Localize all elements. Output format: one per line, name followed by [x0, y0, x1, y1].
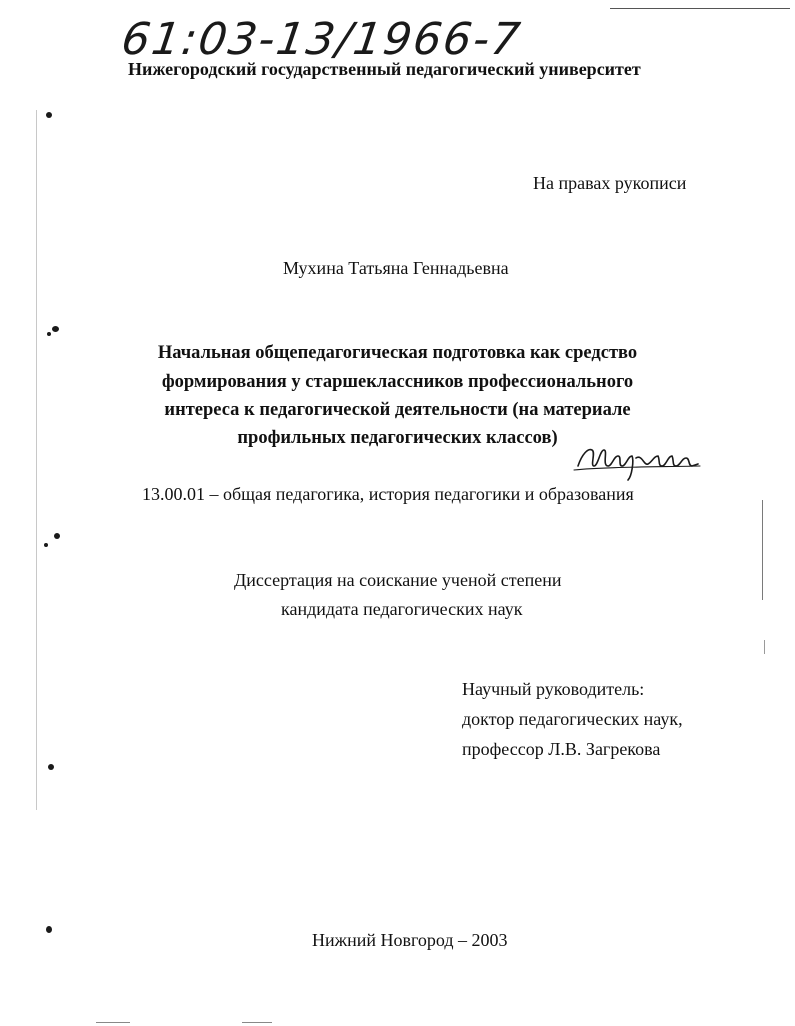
city-year: Нижний Новгород – 2003: [312, 930, 508, 950]
punch-dot: [46, 926, 52, 933]
title-line: формирования у старшеклассников профессионального: [161, 372, 634, 392]
punch-dot: [52, 326, 59, 332]
author-name: Мухина Татьяна Геннадьевна: [283, 258, 509, 278]
scan-bottom-mark-2: [242, 1022, 272, 1023]
scan-right-tick: [764, 640, 765, 654]
title-line: профильных педагогических классов): [237, 428, 558, 448]
punch-dot: [46, 112, 52, 118]
rights-notice: На правах рукописи: [533, 173, 687, 193]
dissertation-type-line1: Диссертация на соискание ученой степени: [234, 570, 562, 590]
punch-dot: [47, 332, 51, 336]
advisor-degree: доктор педагогических наук,: [462, 709, 683, 729]
specialty-code: 13.00.01 – общая педагогика, история педагогики и образования: [142, 484, 634, 504]
advisor-name: профессор Л.В. Загрекова: [462, 739, 661, 759]
dissertation-type-line2: кандидата педагогических наук: [281, 599, 523, 619]
author-signature: [572, 436, 702, 482]
title-line: интереса к педагогической деятельности (на материале: [164, 400, 631, 420]
scan-bottom-mark-1: [96, 1022, 130, 1023]
advisor-label: Научный руководитель:: [462, 679, 645, 699]
university-name: Нижегородский государственный педагогический университет: [128, 59, 641, 79]
punch-dot: [48, 764, 54, 770]
scan-left-border: [36, 110, 37, 810]
catalog-number: 61:03-13/1966-7: [118, 14, 525, 65]
punch-dot: [54, 533, 60, 539]
title-line: Начальная общепедагогическая подготовка как средство: [157, 343, 638, 363]
punch-dot: [44, 543, 48, 547]
scan-right-border: [762, 500, 763, 600]
scan-top-line: [610, 8, 790, 9]
